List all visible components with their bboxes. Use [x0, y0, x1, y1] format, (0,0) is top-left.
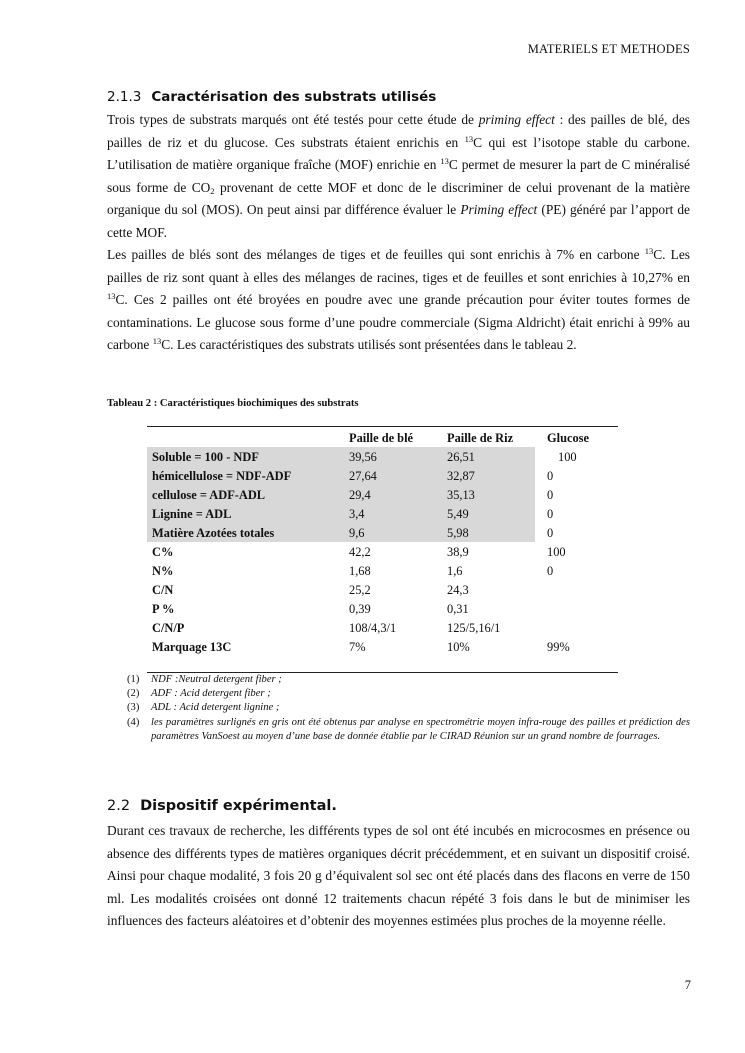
paragraph-experimental-setup [107, 820, 690, 933]
table-cell: 27,64 [349, 469, 377, 483]
table-cell: 0 [547, 507, 554, 521]
table-caption: Tableau 2 : Caractéristiques biochimiques des substrats [107, 398, 359, 409]
column-header: Glucose [547, 431, 589, 445]
table-cell: 35,13 [447, 488, 475, 502]
emphasis-priming-effect: priming effect [478, 112, 555, 127]
section-heading-2-1-3 [107, 89, 436, 105]
subscript: 2 [210, 185, 215, 196]
row-label: C/N [152, 583, 174, 597]
text-run: C. Les pailles de riz sont quant à elles des mélanges de racines, tiges et de feuilles et sont enrichies à 10,27% en [107, 247, 690, 285]
section-title: Caractérisation des substrats utilisés [151, 89, 437, 105]
table-cell: 9,6 [349, 526, 365, 540]
table-top-rule [147, 426, 618, 427]
text-run: : des pailles de blé, des pailles de riz et du glucose. Ces substrats étaient enrichis en [107, 112, 690, 150]
table-cell: 0 [547, 469, 554, 483]
text-run: C. Les caractéristiques des substrats utilisés sont présentées dans le tableau 2. [161, 337, 577, 352]
row-label: P % [152, 602, 175, 616]
paragraph-substrates-intro [107, 109, 690, 357]
table-note [127, 701, 690, 715]
row-label: hémicellulose = NDF-ADF [152, 469, 292, 483]
table-cell: 125/5,16/1 [447, 621, 501, 635]
section-heading-2-2 [107, 798, 337, 814]
row-label: Soluble = 100 - NDF [152, 450, 259, 464]
superscript: 13 [440, 156, 449, 166]
table-cell: 0,39 [349, 602, 371, 616]
paragraph-3: Durant ces travaux de recherche, les différents types de sol ont été incubés en microcosmes en présence ou absence des différents types de matières organiques décrit précédemment, et en suivant un dispositif croisé. Ainsi pour chaque modalité, 3 fois 20 g d’équivalent sol sec ont été placés dans des flacons en verre de 150 ml. Les modalités croisées ont donné 12 traitements chacun répété 3 fois dans le but de minimiser les influences des facteurs aléatoires et d’obtenir des moyennes estimées plus proches de la moyenne réelle. [107, 823, 690, 928]
table-cell: 38,9 [447, 545, 469, 559]
text-run: provenant de cette MOF et donc de le discriminer de celui provenant de la matière organique du sol (MOS). On peut ainsi par différence évaluer le [107, 179, 690, 217]
table-cell: 26,51 [447, 450, 475, 464]
note-marker: (2) [127, 688, 140, 700]
table-cell: 5,49 [447, 507, 469, 521]
table-cell: 0,31 [447, 602, 469, 616]
paragraph-1 [107, 109, 690, 244]
note-text: NDF :Neutral detergent fiber ; [151, 674, 282, 685]
table-cell: 1,6 [447, 564, 463, 578]
text-run: C permet de mesurer la part de C minéralisé sous forme de CO [107, 157, 690, 195]
column-header: Paille de blé [349, 431, 414, 445]
superscript: 13 [152, 336, 162, 346]
superscript: 13 [464, 133, 474, 144]
table-cell: 5,98 [447, 526, 469, 540]
row-label: cellulose = ADF-ADL [152, 488, 266, 502]
table-cell: 32,87 [447, 469, 475, 483]
table-cell: 3,4 [349, 507, 365, 521]
section-number: 2.2 [107, 798, 131, 814]
page-number: 7 [684, 978, 691, 992]
note-marker: (3) [127, 702, 140, 714]
row-label: Marquage 13C [152, 640, 232, 654]
table-note [127, 687, 690, 701]
row-label: C% [152, 545, 174, 559]
table-cell: 100 [558, 450, 577, 464]
table-notes [127, 673, 690, 744]
superscript: 13 [107, 291, 116, 301]
row-label: Matière Azotées totales [152, 526, 275, 540]
note-marker: (1) [127, 674, 140, 685]
table-cell: 100 [547, 545, 566, 559]
table-cell: 10% [447, 640, 470, 654]
text-run: C. Ces 2 pailles ont été broyées en poudre avec une grande précaution pour éviter toutes formes de contaminations. Le glucose sous forme d’une poudre commerciale (Sigma Aldricht) était enrichi à 99% au carbone [107, 292, 690, 352]
table-cell: 0 [547, 488, 554, 502]
table-cell: 25,2 [349, 583, 371, 597]
superscript: 13 [644, 246, 654, 256]
text-run: C qui est l’isotope stable du carbone. L’utilisation de matière organique fraîche (MOF) enrichie en [107, 134, 690, 172]
table-cell: 108/4,3/1 [349, 621, 397, 635]
table-note [127, 716, 690, 744]
table-cell: 24,3 [447, 583, 469, 597]
note-text: ADF : Acid detergent fiber ; [151, 688, 271, 700]
row-label: C/N/P [152, 621, 185, 635]
table-cell: 0 [547, 564, 554, 578]
text-run: Les pailles de blés sont des mélanges de tiges et de feuilles qui sont enrichis à 7% en carbone [107, 247, 645, 262]
table-cell: 7% [349, 640, 366, 654]
table-cell: 42,2 [349, 545, 371, 559]
table-cell: 29,4 [349, 488, 371, 502]
table-cell: 39,56 [349, 450, 377, 464]
text-run: (PE) généré par l’apport de cette MOF. [107, 202, 691, 240]
table-note [127, 673, 690, 687]
running-header: MATERIELS ET METHODES [527, 42, 690, 56]
table-cell: 1,68 [349, 564, 371, 578]
note-text: ADL : Acid detergent lignine ; [151, 702, 280, 714]
section-number: 2.1.3 [107, 89, 142, 105]
section-title: Dispositif expérimental. [140, 798, 337, 814]
text-run: Trois types de substrats marqués ont été testés pour cette étude de [107, 112, 479, 127]
note-marker: (4) [127, 716, 140, 728]
emphasis-priming-effect: Priming effect [460, 202, 538, 217]
table-cell: 0 [547, 526, 554, 540]
note-text: les paramètres surlignés en gris ont été obtenus par analyse en spectrométrie moyen infra-rouge des pailles et prédiction des paramètres VanSoest au moyen d’une base de donnée établie par le CIRAD Réunion sur un grand nombre de fourrages. [151, 716, 690, 742]
row-label: Lignine = ADL [152, 507, 232, 521]
table-cell: 99% [547, 640, 570, 654]
paragraph-2 [107, 244, 690, 357]
column-header: Paille de Riz [447, 431, 514, 445]
row-label: N% [152, 564, 174, 578]
